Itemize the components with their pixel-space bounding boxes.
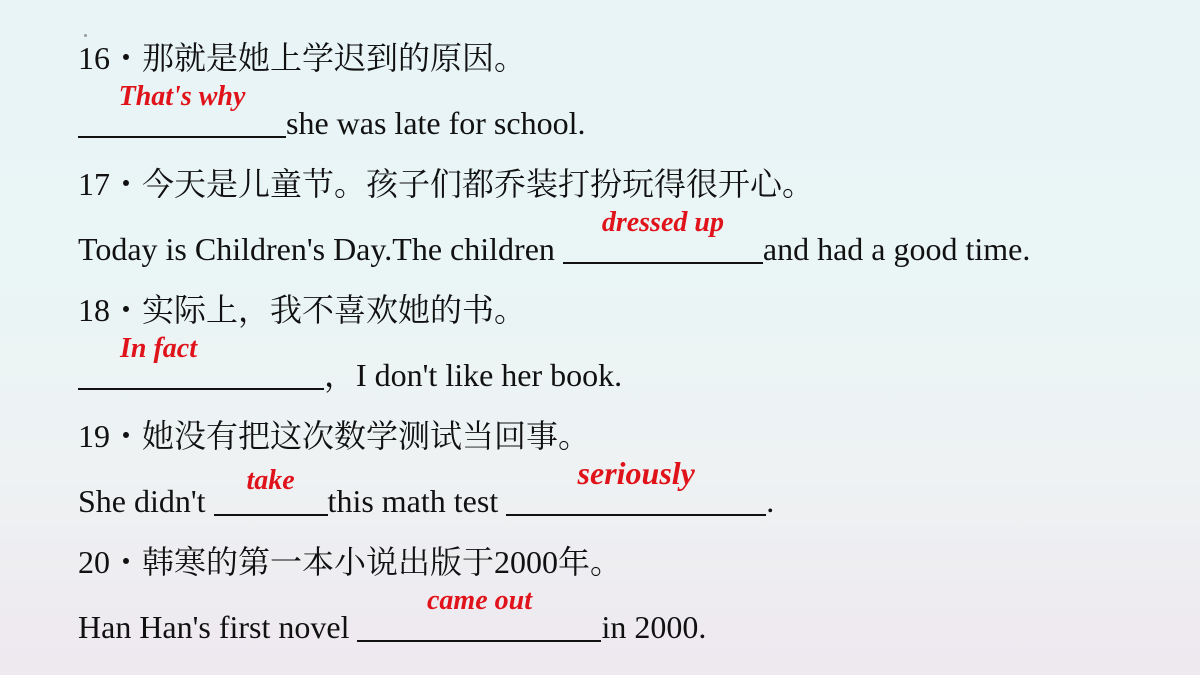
question-19-english	[78, 455, 775, 521]
question-number: 20	[78, 544, 110, 580]
sentence-text: this math test	[327, 483, 507, 519]
separator: ・	[110, 544, 143, 580]
separator: ・	[110, 166, 143, 202]
answer-text: That's why	[118, 81, 246, 112]
answer-text: In fact	[120, 333, 197, 364]
separator: ・	[110, 418, 143, 454]
question-number: 17	[78, 166, 110, 202]
answer-text: seriously	[577, 455, 695, 491]
answer-text: came out	[426, 585, 532, 616]
question-16-english	[78, 81, 586, 143]
sentence-text: she was late for school.	[286, 105, 586, 141]
answer-blank[interactable]	[563, 207, 763, 264]
question-19-chinese	[78, 416, 590, 456]
answer-blank[interactable]	[357, 585, 601, 642]
separator: ・	[110, 40, 143, 76]
question-17-chinese	[78, 164, 814, 204]
sentence-text: She didn't	[78, 483, 214, 519]
question-number: 16	[78, 40, 110, 76]
answer-blank[interactable]	[506, 455, 766, 516]
chinese-prompt: 那就是她上学迟到的原因。	[142, 40, 527, 76]
decorative-dot	[84, 34, 87, 37]
sentence-text: .	[766, 483, 775, 519]
sentence-text: and had a good time.	[762, 231, 1031, 267]
answer-blank[interactable]	[78, 81, 286, 138]
sentence-text: Han Han's first novel	[78, 609, 358, 645]
answer-blank[interactable]	[214, 465, 328, 516]
chinese-prompt: 实际上，我不喜欢她的书。	[142, 292, 527, 328]
chinese-prompt: 韩寒的第一本小说出版于2000年。	[142, 544, 623, 580]
chinese-prompt: 今天是儿童节。孩子们都乔装打扮玩得很开心。	[142, 166, 815, 202]
sentence-text: in 2000.	[601, 609, 707, 645]
question-number: 18	[78, 292, 110, 328]
answer-blank[interactable]	[78, 333, 324, 390]
chinese-prompt: 她没有把这次数学测试当回事。	[142, 418, 591, 454]
question-17-english	[78, 207, 1031, 269]
question-16-chinese	[78, 38, 526, 78]
question-20-chinese	[78, 542, 622, 582]
question-18-english	[78, 333, 623, 395]
sentence-text: ，I don't like her book.	[324, 357, 623, 393]
question-number: 19	[78, 418, 110, 454]
answer-text: take	[246, 465, 295, 496]
separator: ・	[110, 292, 143, 328]
sentence-text: Today is Children's Day.The children	[78, 231, 563, 267]
answer-text: dressed up	[601, 207, 724, 238]
question-18-chinese	[78, 290, 526, 330]
question-20-english	[78, 585, 707, 647]
